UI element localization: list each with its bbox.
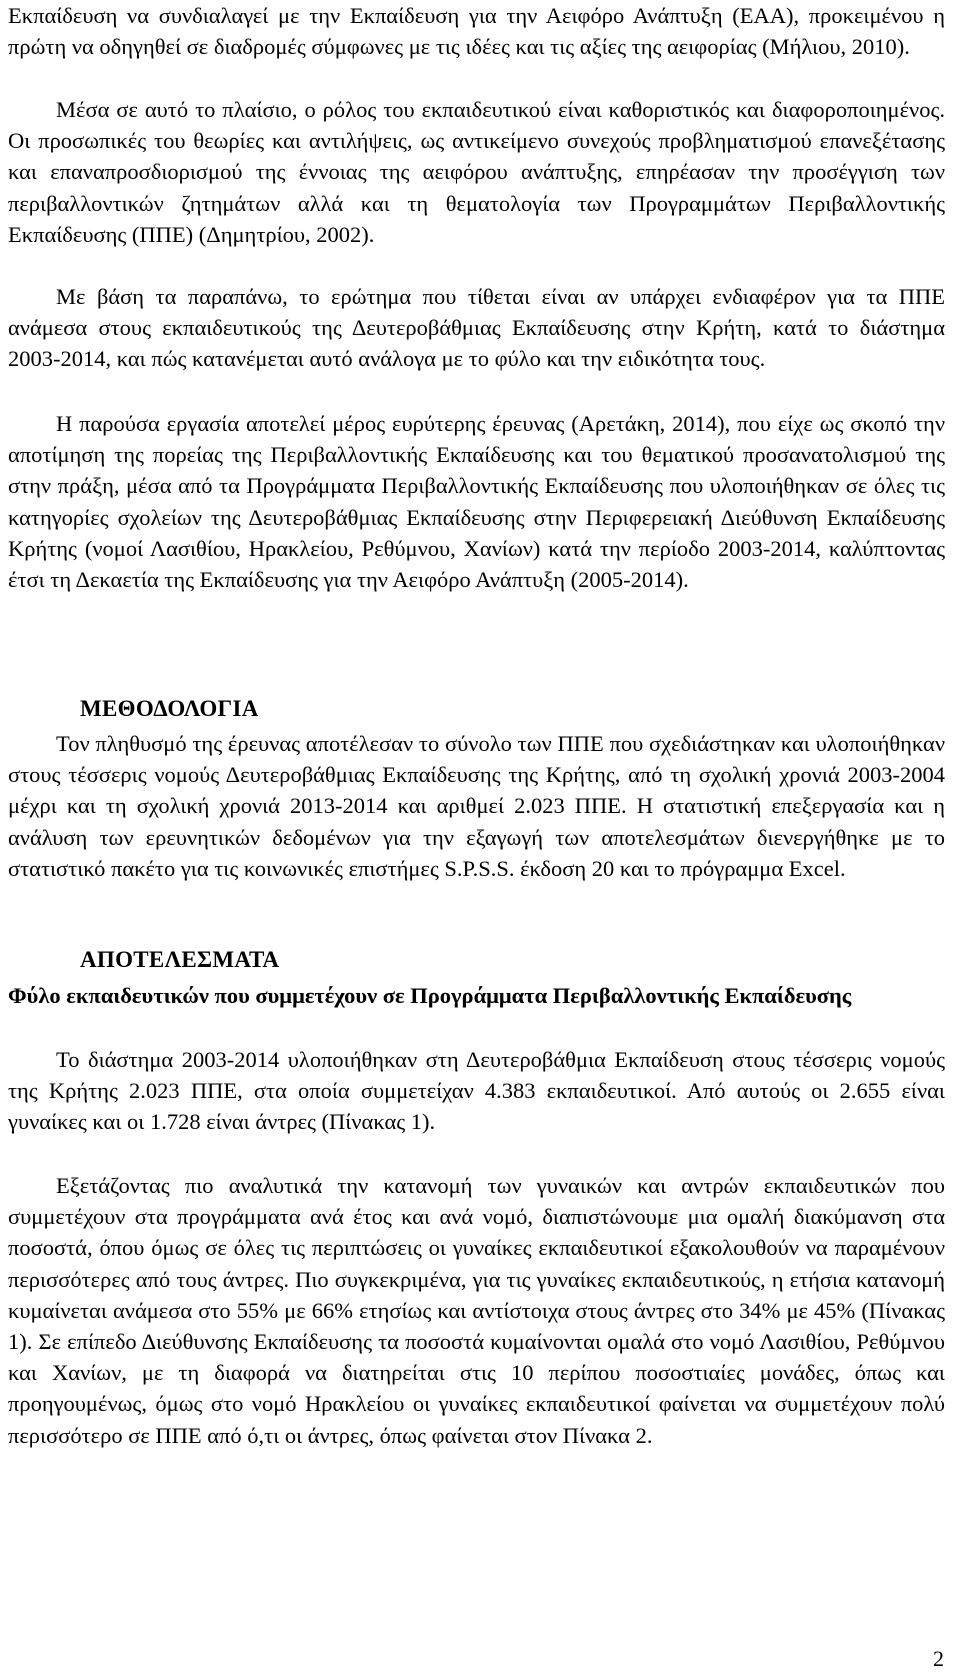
methodology-heading: ΜΕΘΟΔΟΛΟΓΙΑ [80,696,259,721]
results-heading: ΑΠΟΤΕΛΕΣΜΑΤΑ [80,947,280,972]
results-paragraph-totals: Το διάστημα 2003-2014 υλοποιήθηκαν στη Δευτεροβάθμια Εκπαίδευση στους τέσσερις νομούς της Κρήτης 2.023 ΠΠΕ, στα οποία συμμετείχαν 4.383 εκπαιδευτικοί. Από αυτούς οι 2.655 είναι γυναίκες και οι 1.728 είναι άντρες (Πίνακας 1). [8,1047,945,1135]
results-paragraph-distribution: Εξετάζοντας πιο αναλυτικά την κατανομή των γυναικών και αντρών εκπαιδευτικών που συμμετέχουν στα προγράμματα ανά έτος και ανά νομό, διαπιστώνουμε μια ομαλή διακύμανση στα ποσοστά, όπου όμως σε όλες τις περιπτώσεις οι γυναίκες εκπαιδευτικοί εξακολουθούν να παραμένουν περισσότερες από τους άντρες. Πιο συγκεκριμένα, για τις γυναίκες εκπαιδευτικούς, η ετήσια κατανομή κυμαίνεται ανάμεσα στο 55% με 66% ετησίως και αντίστοιχα στους άντρες στο 34% με 45% (Πίνακας 1). Σε επίπεδο Διεύθυνσης Εκπαίδευσης τα ποσοστά κυμαίνονται ομαλά στο νομό Λασιθίου, Ρεθύμνου και Χανίων, με τη διαφορά να διατηρείται στις 10 περίπου ποσοστιαίες μονάδες, όπως και προηγουμένως, όμως στο νομό Ηρακλείου οι γυναίκες εκπαιδευτικοί φαίνεται να συμμετέχουν πολύ περισσότερο σε ΠΠΕ από ό,τι οι άντρες, όπως φαίνεται στον Πίνακα 2. [8,1173,945,1448]
intro-paragraph-scope: Η παρούσα εργασία αποτελεί μέρος ευρύτερης έρευνας (Αρετάκη, 2014), που είχε ως σκοπό την αποτίμηση της πορείας της Περιβαλλοντικής Εκπαίδευσης και του θεματικού προσανατολισμού της στην πράξη, μέσα από τα Προγράμματα Περιβαλλοντικής Εκπαίδευσης που υλοποιήθηκαν σε όλες τις κατηγορίες σχολείων της Δευτεροβάθμιας Εκπαίδευσης στην Περιφερειακή Διεύθυνση Εκπαίδευσης Κρήτης (νομοί Λασιθίου, Ηρακλείου, Ρεθύμνου, Χανίων) κατά την περίοδο 2003-2014, καλύπτοντας έτσι τη Δεκαετία της Εκπαίδευσης για την Αειφόρο Ανάπτυξη (2005-2014). [8,411,945,593]
intro-paragraph-continued: Εκπαίδευση να συνδιαλαγεί με την Εκπαίδευση για την Αειφόρο Ανάπτυξη (ΕΑΑ), προκειμένου η πρώτη να οδηγηθεί σε διαδρομές σύμφωνες με τις ιδέες και τις αξίες της αειφορίας (Μήλιου, 2010). [8,3,945,60]
page-number: 2 [933,1646,944,1671]
results-subheading: Φύλο εκπαιδευτικών που συμμετέχουν σε Προγράμματα Περιβαλλοντικής Εκπαίδευσης [8,983,852,1008]
intro-paragraph-role: Μέσα σε αυτό το πλαίσιο, ο ρόλος του εκπαιδευτικού είναι καθοριστικός και διαφοροποιημένος. Οι προσωπικές του θεωρίες και αντιλήψεις, ως αντικείμενο συνεχούς προβληματισμού επανεξέτασης και επαναπροσδιορισμού της έννοιας της αειφόρου ανάπτυξης, επηρέασαν την προσέγγιση των περιβαλλοντικών ζητημάτων αλλά και τη θεματολογία των Προγραμμάτων Περιβαλλοντικής Εκπαίδευσης (ΠΠΕ) (Δημητρίου, 2002). [8,97,945,247]
intro-paragraph-question: Με βάση τα παραπάνω, το ερώτημα που τίθεται είναι αν υπάρχει ενδιαφέρον για τα ΠΠΕ ανάμεσα στους εκπαιδευτικούς της Δευτεροβάθμιας Εκπαίδευσης στην Κρήτη, κατά το διάστημα 2003-2014, και πώς κατανέμεται αυτό ανάλογα με το φύλο και την ειδικότητα τους. [8,284,945,372]
methodology-paragraph: Τον πληθυσμό της έρευνας αποτέλεσαν το σύνολο των ΠΠΕ που σχεδιάστηκαν και υλοποιήθηκαν στους τέσσερις νομούς Δευτεροβάθμιας Εκπαίδευσης της Κρήτης, από τη σχολική χρονιά 2003-2004 μέχρι και τη σχολική χρονιά 2013-2014 και αριθμεί 2.023 ΠΠΕ. Η στατιστική επεξεργασία και η ανάλυση των ερευνητικών δεδομένων για την εξαγωγή των αποτελεσμάτων διενεργήθηκε με το στατιστικό πακέτο για τις κοινωνικές επιστήμες S.P.S.S. έκδοση 20 και το πρόγραμμα Excel. [8,731,945,881]
